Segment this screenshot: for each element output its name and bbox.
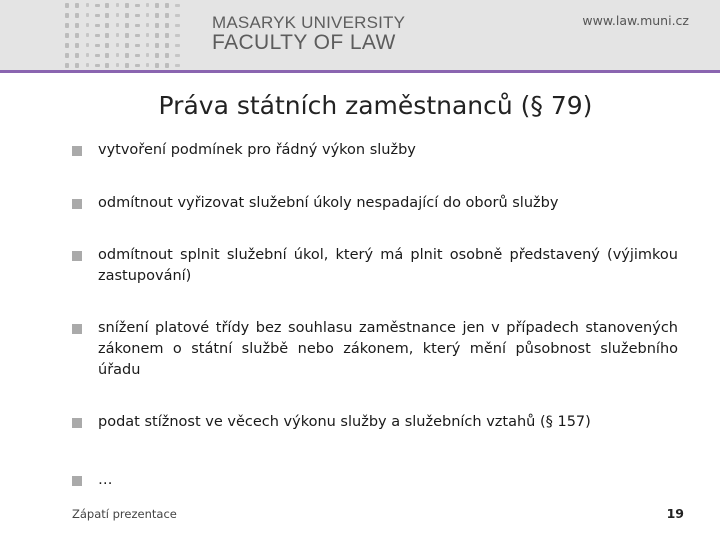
university-name: MASARYK UNIVERSITY — [212, 13, 406, 32]
square-bullet-icon — [72, 476, 82, 486]
university-logo-pattern — [62, 0, 182, 70]
bullet-text: … — [98, 472, 113, 488]
site-url: www.law.muni.cz — [582, 13, 689, 28]
square-bullet-icon — [72, 146, 82, 156]
header-accent-line — [0, 70, 720, 73]
square-bullet-icon — [72, 199, 82, 209]
bullet-text: odmítnout splnit služební úkol, který má plnit osobně představený (výjimkou zastupování) — [98, 247, 678, 284]
square-bullet-icon — [72, 251, 82, 261]
footer-label: Zápatí prezentace — [72, 507, 177, 521]
bullet-text: snížení platové třídy bez souhlasu zaměstnance jen v případech stanovených zákonem o státní službě nebo zákonem, který mění působnost služebního úřadu — [98, 320, 678, 378]
bullet-item-6 — [72, 470, 678, 491]
bullet-text: vytvoření podmínek pro řádný výkon služby — [98, 142, 416, 158]
header-band — [0, 0, 720, 70]
faculty-name: FACULTY OF LAW — [212, 31, 396, 54]
bullet-item-1 — [72, 140, 678, 161]
square-bullet-icon — [72, 324, 82, 334]
bullet-item-4 — [72, 318, 678, 381]
square-bullet-icon — [72, 418, 82, 428]
slide-title: Práva státních zaměstnanců (§ 79) — [158, 91, 593, 120]
page-number: 19 — [666, 506, 684, 521]
bullet-item-5 — [72, 412, 678, 433]
bullet-text: podat stížnost ve věcech výkonu služby a služebních vztahů (§ 157) — [98, 414, 591, 430]
bullet-item-3 — [72, 245, 678, 287]
bullet-text: odmítnout vyřizovat služební úkoly nespadající do oborů služby — [98, 195, 559, 211]
bullet-item-2 — [72, 193, 678, 214]
